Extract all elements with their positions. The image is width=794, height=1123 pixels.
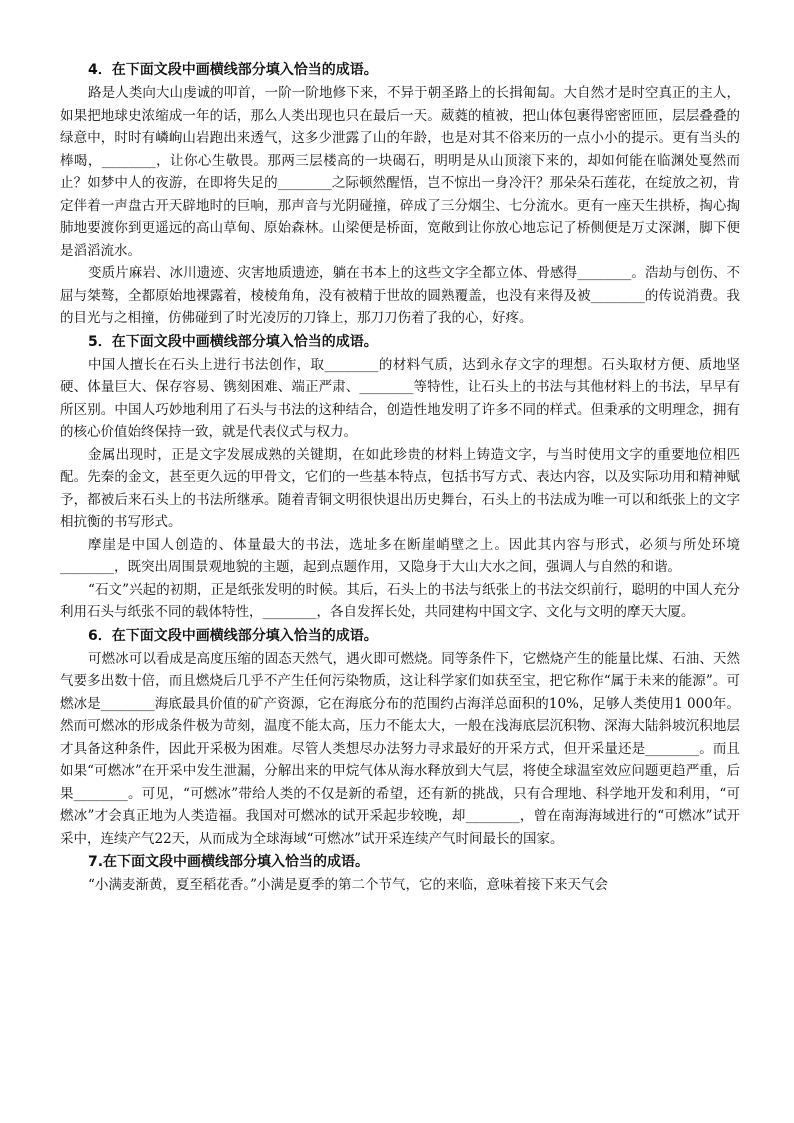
- question-5: [60, 330, 740, 624]
- question-5-title: 5．在下面文段中画横线部分填入恰当的成语。: [88, 333, 378, 350]
- question-6-paragraph-1: 可燃冰可以看成是高度压缩的固态天然气，遇火即可燃烧。同等条件下，它燃烧产生的能量比煤、石油、天然气要多出数十倍，而且燃烧后几乎不产生任何污染物质，这让科学家们如获至宝，把它称作“属于未来的能源”。可燃冰是________海底最具价值的矿产资源，它在海底分布的范围约占海洋总面积的10%，足够人类使用1 000年。然而可燃冰的形成条件极为苛刻，温度不能太高，压力不能太大，一般在浅海底层沉积物、深海大陆斜坡沉积地层才具备这种条件，因此开采极为困难。尽管人类想尽办法努力寻求最好的开采方式，但开采量还是________。而且如果“可燃冰”在开采中发生泄漏，分解出来的甲烷气体从海水释放到大气层，将使全球温室效应问题更趋严重，后果________。可见，“可燃冰”带给人类的不仅是新的希望，还有新的挑战，只有合理地、科学地开发和利用，“可燃冰”才会真正地为人类造福。我国对可燃冰的试开采起步较晚，却________，曾在南海海域进行的“可燃冰”试开采中，连续产气22天，从而成为全球海域“可燃冰”试开采连续产气时间最长的国家。: [60, 650, 740, 847]
- question-5-paragraph-1: 中国人擅长在石头上进行书法创作，取________的材料气质，达到永存文字的理想。石头取材方便、质地坚硬、体量巨大、保存容易、镌刻困难、端正严肃、________等特性，让石头上的书法与其他材料上的书法，早早有所区别。中国人巧妙地利用了石头与书法的这种结合，创造性地发明了许多不同的样式。但秉承的文明理念，拥有的核心价值始终保持一致，就是代表仪式与权力。: [60, 356, 740, 440]
- question-6: [60, 624, 740, 851]
- question-4-title: 4．在下面文段中画横线部分填入恰当的成语。: [88, 62, 378, 78]
- question-5-paragraph-2: 金属出现时，正是文字发展成熟的关键期，在如此珍贵的材料上铸造文字，与当时使用文字的重要地位相匹配。先秦的金文，甚至更久远的甲骨文，它们的一些基本特点，包括书写方式、表达内容，以及实际功用和精神赋予，都被后来石头上的书法所继承。随着青铜文明很快退出历史舞台，石头上的书法成为唯一可以和纸张上的文字相抗衡的书写形式。: [60, 446, 740, 530]
- document-page: [60, 58, 740, 897]
- question-6-title: 6．在下面文段中画横线部分填入恰当的成语。: [88, 627, 378, 644]
- question-4-paragraph-2: 变质片麻岩、冰川遗迹、灾害地质遗迹，躺在书本上的这些文字全都立体、骨感得________。浩劫与创伤、不屈与桀骜，全都原始地裸露着，棱棱角角，没有被精于世故的圆熟覆盖，也没有来得及被________的传说消费。我的目光与之相撞，仿佛碰到了时光凌厉的刀锋上，那刀刀伤着了我的心，好疼。: [60, 265, 740, 326]
- question-7-title: 7.在下面文段中画横线部分填入恰当的成语。: [88, 854, 370, 870]
- question-4-paragraph-1: 路是人类向大山虔诚的叩首，一阶一阶地修下来，不异于朝圣路上的长揖匍匐。大自然才是时空真正的主人，如果把地球史浓缩成一年的话，那么人类出现也只在最后一天。葳蕤的植被，把山体包裹得密密匝匝，层层叠叠的绿意中，时时有嶙峋山岩跑出来透气，这多少泄露了山的年龄，也是对其不俗来历的一点小小的提示。更有当头的棒喝，________，让你心生敬畏。那两三层楼高的一块碣石，明明是从山顶滚下来的，却如何能在临渊处戛然而止？如梦中人的夜游，在即将失足的________之际顿然醒悟，岂不惊出一身冷汗？那朵朵石莲花，在绽放之初，肯定伴着一声盘古开天辟地时的巨响，那声音与光阴碰撞，碎成了三分烟尘、七分流水。更有一座天生拱桥，掏心掏肺地要渡你到更遥远的高山草甸、原始森林。山梁便是桥面，宽敞到让你放心地忘记了桥侧便是万丈深渊，脚下便是滔滔流水。: [60, 85, 740, 259]
- question-4: [60, 58, 740, 330]
- question-7: [60, 850, 740, 897]
- question-5-paragraph-4: “石文”兴起的初期，正是纸张发明的时候。其后，石头上的书法与纸张上的书法交织前行，聪明的中国人充分利用石头与纸张不同的载体特性，________，各自发挥长处，共同建构中国文字、文化与文明的摩天大厦。: [60, 581, 740, 620]
- question-5-paragraph-3: 摩崖是中国人创造的、体量最大的书法，选址多在断崖峭壁之上。因此其内容与形式，必须与所处环境________，既突出周围景观地貌的主题，起到点题作用，又隐身于大山大水之间，强调人与自然的和谐。: [60, 536, 740, 575]
- question-7-paragraph-1: “小满麦渐黄，夏至稻花香。”小满是夏季的第二个节气，它的来临，意味着接下来天气会: [88, 877, 609, 893]
